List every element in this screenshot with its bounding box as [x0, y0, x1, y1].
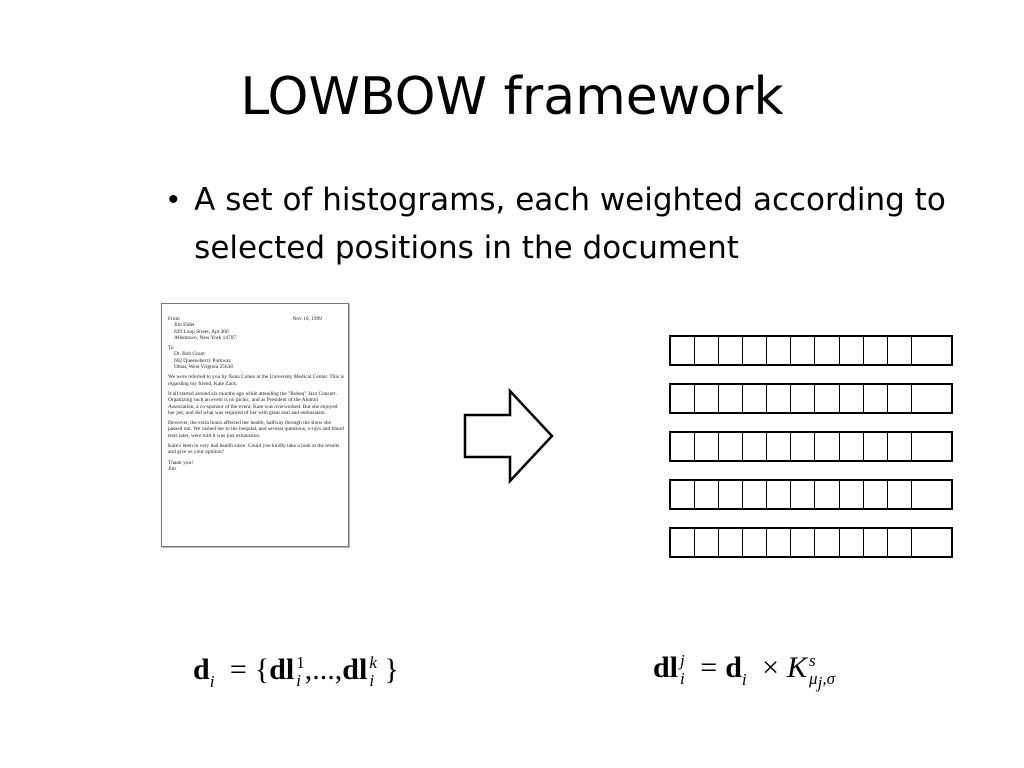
- histogram-bin: [791, 433, 815, 460]
- histogram-bin: [767, 529, 791, 556]
- histogram-bin: [888, 481, 912, 508]
- letter-signature: Jim: [168, 465, 176, 472]
- histogram-bin: [695, 433, 719, 460]
- histogram-bin: [791, 337, 815, 364]
- formula-symbol: d: [193, 653, 210, 686]
- histogram-row: [669, 431, 953, 462]
- letter-to-line: Dr. Bob Grant: [174, 351, 205, 358]
- histogram-bin: [815, 529, 839, 556]
- letter-paragraph: It all started around six months ago while attending the "Rubeq" Jazz Concert. Organizing such an event is no picnic, and as President of the Alumni Association, a co-sponsor of the event, Kate was overworked. But she enjoyed her job, and did what was required of her with great zeal and enthusiasm.: [168, 390, 338, 416]
- histogram-bin: [719, 529, 743, 556]
- letter-from-line: 829 Loop Street, Apt 300: [174, 328, 229, 335]
- formula-superscript: s: [809, 651, 816, 671]
- histogram-bin: [912, 433, 951, 460]
- letter-to-line: Omar, West Virginia 25638: [174, 364, 233, 371]
- histogram-row: [669, 335, 953, 366]
- histogram-bin: [815, 337, 839, 364]
- histogram-bin: [791, 529, 815, 556]
- letter-closing: Thank you!: [168, 459, 194, 466]
- histogram-bin: [695, 481, 719, 508]
- histogram-bin: [840, 337, 864, 364]
- histogram-bin: [671, 337, 695, 364]
- formula-symbol: dl: [653, 651, 679, 684]
- histogram-bin: [864, 385, 888, 412]
- histogram-bin: [743, 529, 767, 556]
- formula-weighted-histogram: [653, 648, 835, 692]
- histogram-bin: [888, 529, 912, 556]
- histogram-bin: [815, 481, 839, 508]
- histogram-bin: [719, 385, 743, 412]
- histogram-bin: [671, 481, 695, 508]
- formula-symbol: K: [787, 651, 808, 684]
- bullet-dot-icon: •: [168, 183, 179, 216]
- formula-superscript: k: [369, 653, 377, 673]
- formula-subscript: i: [741, 670, 747, 689]
- histogram-bin: [791, 481, 815, 508]
- letter-paragraph: However, the extra hours affected her health, halfway through the show she passed out. We rushed her to the hospital, and several questions, x-rays and blood tests later, were told it was just exhaustion.: [168, 420, 344, 439]
- histogram-bin: [767, 337, 791, 364]
- histogram-bin: [840, 529, 864, 556]
- formula-brace: {: [254, 653, 270, 686]
- formula-subscript: i: [680, 669, 685, 689]
- letter-paragraph: Kate's been in very bad health since. Could you kindly take a look at the results and give us your opinion?: [168, 443, 340, 456]
- formula-comma: ,: [822, 669, 827, 689]
- histogram-bin: [864, 337, 888, 364]
- histogram-bin: [719, 337, 743, 364]
- formula-symbol: dl: [269, 653, 295, 686]
- bullet-list: [168, 176, 1008, 272]
- histogram-bin: [767, 385, 791, 412]
- formula-subscript: σ: [826, 669, 835, 689]
- formula-superscript: 1: [296, 653, 305, 673]
- formula-superscript: j: [680, 651, 685, 671]
- histogram-bin: [767, 481, 791, 508]
- formula-symbol: d: [725, 651, 742, 684]
- formula-document-set: [193, 650, 399, 694]
- histogram-bin: [743, 433, 767, 460]
- histogram-bin: [888, 385, 912, 412]
- histogram-bin: [840, 385, 864, 412]
- slide-title: LOWBOW framework: [240, 67, 784, 127]
- histogram-bin: [767, 433, 791, 460]
- histogram-bin: [912, 385, 951, 412]
- histogram-bin: [695, 337, 719, 364]
- histogram-bin: [791, 385, 815, 412]
- histogram-bin: [743, 481, 767, 508]
- histogram-bin: [671, 433, 695, 460]
- letter-to-label: To: [168, 345, 174, 352]
- histogram-bin: [840, 433, 864, 460]
- histogram-bin: [695, 529, 719, 556]
- histogram-bin: [815, 433, 839, 460]
- letter-to-line: 602 Queensberry Parkway: [174, 357, 232, 364]
- histogram-row: [669, 527, 953, 558]
- letter-body: [168, 316, 344, 472]
- histogram-bin: [912, 337, 951, 364]
- formula-operator: ×: [762, 651, 780, 684]
- histogram-row: [669, 383, 953, 414]
- histogram-bin: [815, 385, 839, 412]
- bullet-item: [168, 176, 1008, 272]
- bullet-text: A set of histograms, each weighted according to selected positions in the document: [194, 182, 946, 266]
- histogram-bin: [695, 385, 719, 412]
- histogram-bin: [888, 433, 912, 460]
- formula-symbol: dl: [342, 653, 368, 686]
- histogram-bin: [888, 337, 912, 364]
- histogram-bin: [719, 433, 743, 460]
- letter-document: [161, 303, 349, 547]
- histogram-bin: [671, 529, 695, 556]
- formula-operator: =: [700, 651, 718, 684]
- formula-operator: =: [229, 653, 247, 686]
- histogram-bin: [671, 385, 695, 412]
- histogram-bin: [864, 529, 888, 556]
- right-arrow-icon: [462, 388, 556, 484]
- formula-subscript: i: [369, 671, 375, 691]
- histogram-bin: [864, 433, 888, 460]
- histogram-bin: [743, 337, 767, 364]
- letter-from-line: Jim Elder: [174, 322, 195, 329]
- histogram-bin: [743, 385, 767, 412]
- letter-from-line: Allentown, New York 14707: [174, 334, 237, 341]
- formula-brace: }: [384, 653, 399, 686]
- histogram-bin: [840, 481, 864, 508]
- letter-from-label: From: [168, 316, 180, 322]
- histogram-bin: [912, 529, 951, 556]
- histogram-bin: [912, 481, 951, 508]
- formula-comma: ,: [304, 653, 313, 686]
- formula-subscript: i: [296, 671, 302, 691]
- formula-subscript: i: [209, 672, 215, 691]
- histogram-bin: [719, 481, 743, 508]
- histogram-row: [669, 479, 953, 510]
- letter-date: Nov 10, 1999: [292, 316, 322, 322]
- histogram-bin: [864, 481, 888, 508]
- formula-subsubscript: j: [817, 673, 823, 693]
- letter-paragraph: We were referred to you by Xena Cohen at the University Medical Center. This is regarding my friend, Kate Zack.: [168, 374, 344, 387]
- formula-subscript: μ: [809, 669, 818, 689]
- formula-ellipsis: ...,: [312, 653, 343, 686]
- histogram-stack: [669, 335, 953, 575]
